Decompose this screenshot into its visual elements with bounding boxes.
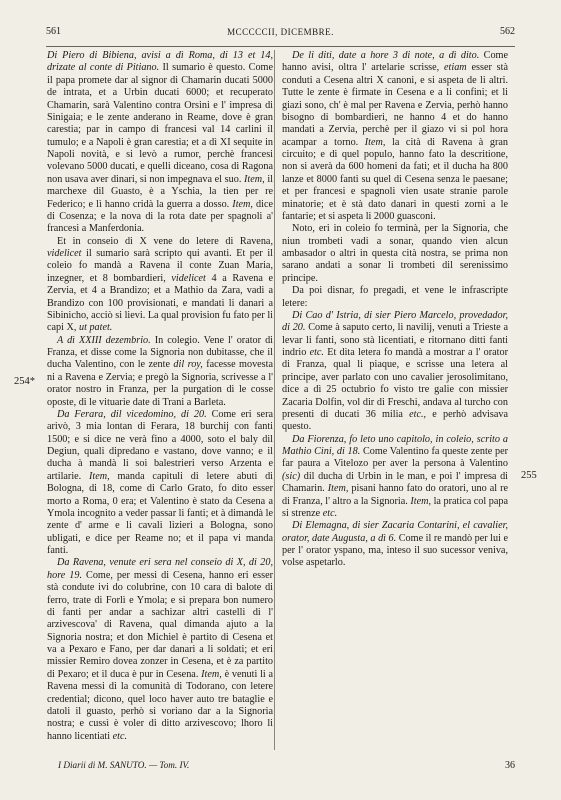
text-run: e perhò advisava questo. [282, 408, 508, 433]
italic-run: etiam [444, 62, 472, 74]
italic-run: Item, [201, 668, 225, 680]
italic-run: Di Piero di Bibiena, avisi a dì Roma, di 13 et 14, drizate al conte di Pitiano. [47, 50, 273, 74]
text-run: pisani hanno fato do oratori, uno al re di Franza, l' altro a la Signoria. [282, 483, 508, 507]
text-run: esser stà conduti a Cesena altri X canoni, e si aspeta de li altri. Tutte le zente è firmate in Cesena e a li confini; et li giazi sono, ch' è mal per Ravena e Zervia, perhò hanno bisogno di bombardieri, ne hanno 4 et do hanno mandati a Zervia, perchè per il giazo vi si pol hora acampar a torno. [282, 62, 509, 148]
left-page-number: 561 [46, 26, 61, 37]
text-run: Come eri sera arivò, 3 mia lontan di Ferara, 18 burchij con fanti 1500; e si dice ne verà fino a 4000, soto el baly dil Degiun, quali dipredano e vastano, dove vanno; e il ducha à mandà li soi balestrieri verso Arzenta e artilarie. [47, 408, 273, 482]
paragraph [282, 50, 508, 223]
italic-run: videlicet [47, 248, 87, 259]
text-run: facesse movesta ni a Ravena e Zervia; e pregò la Signoria, scrivesse a l' orator nostro in Franza, per la purgation di le cosse oposte, di le vituarie date di Trani a Barleta. [47, 359, 274, 408]
italic-run: etc. [112, 730, 128, 742]
paragraph [47, 409, 273, 558]
italic-run: dil roy, [173, 359, 207, 371]
text-run: Da poi disnar, fo pregadi, et vene le infrascripte letere: [282, 285, 508, 309]
header-title: MCCCCCII, DICEMBRE. [227, 27, 334, 37]
running-header [46, 26, 515, 42]
paragraph [47, 335, 273, 409]
italic-run: Item, [89, 470, 118, 482]
italic-run: etc., [409, 408, 433, 420]
text-run: 4 a Ravena e Zervia, et 4 a Brandizo; et a Mathio da Zara, vadi a Brandizo con 100 provisionati, e mandati li danari a Sibinicho, acciò si lievi. La qual provision fu fato per li capi X, [47, 272, 273, 334]
paragraph [282, 285, 508, 310]
text-run: Come à saputo certo, li navilij, venuti a Trieste a levar li fanti, sono stà licentiati, e ritornano ditti fanti indrio [282, 322, 508, 358]
text-run: il sumario sarà scripto qui avanti. Et per il coleio fo mandà a Ravena il conte Zuan Maria, inzegner, et 8 bombardieri, [47, 248, 273, 284]
italic-run: Da Ferara, dil vicedomino, di 20. [57, 408, 212, 420]
italic-run: Item, [232, 198, 257, 210]
text-run: Noto, eri in coleio fo terminà, per la Signoria, che niun trombeti vadi a sonar, quando vien alcun ambasador o altri in questa cità nostra, se prima non sarano andati a sonar li trombeti dil serenissimo principe. [282, 223, 508, 284]
right-column [282, 50, 508, 570]
paragraph [47, 236, 273, 335]
italic-run: De li diti, date a hore 3 di note, a dì dito. [292, 50, 484, 61]
text-run: Come hanno avisi, oltra l' artelarie scrisse, [282, 50, 508, 74]
text-run: la cità di Ravena à gran circuito; e di quel populo, hanno fato la descritione, non si averà da 600 homeni da fati; et il ducha ha 800 lanze et 8000 fanti su quel di Cesena senza le paesane; et per francesi e spagnoli vien usate stranie parole minatorie; et è stà dato danari in questi zorni a le fantarie; et si aspeta li 2000 guasconi. [282, 136, 508, 222]
margin-reference-right: 255 [521, 470, 537, 481]
text-run: Come Valentino fa queste zente per far paura a Vitelozo per aver la persona à Valentino [282, 446, 508, 470]
page-footer [58, 760, 515, 770]
margin-reference-left: 254* [14, 376, 35, 387]
italic-run: Item, [410, 495, 434, 507]
text-run: Et in conseio di X vene do letere di Ravena, [57, 235, 273, 247]
text-run: Come il re mandò per lui e per l' orator yspano, ma, inteso il suo sucessor veniva, volse aspetarlo. [282, 532, 508, 569]
text-run: è venuti li a Ravena messi di la comunità di Todorano, con letere credential; dicono, quel loco haver auto tre bataglie e datoli il guasto, perhò si voriano dar a la Signoria nostra; e cussì è voler di ditto arzivescovo; lhoro li hanno licentiati [47, 668, 274, 742]
italic-run: Di Elemagna, di sier Zacaria Contarini, el cavalier, orator, date Augusta, a dì 6. [282, 520, 508, 544]
italic-run: videlicet [171, 272, 212, 284]
paragraph [282, 520, 508, 570]
text-run: la pratica col papa si strenze [282, 495, 509, 519]
italic-run: Item, [364, 136, 392, 148]
left-column [47, 50, 273, 743]
italic-run: etc. [322, 507, 338, 519]
text-run: manda capituli di letere abuti di Bologna, di 18, come di Carlo Grato, fo dito esser morto a Roma, 0 era; et Valentino è stato da Cesena a Ymola incognito a veder passar li fanti; et à dimandà le zente d' arme e li cavali lizieri a Bologna, sono ubligati, e dice per Reame no; et il papa vi manda fanti. [47, 470, 273, 556]
header-rule [46, 46, 515, 47]
paragraph [282, 434, 508, 521]
italic-run: ut patet. [78, 322, 113, 334]
paragraph [282, 223, 508, 285]
text-run: dil ducha di Urbin in le man, e poi l' impresa di Chamarin. [282, 470, 508, 495]
footer-signature: I Diarii di M. SANUTO. — Tom. IV. [58, 760, 190, 770]
italic-run: Di Cao d' Istria, di sier Piero Marcelo, provedador, di 20. [282, 309, 508, 334]
italic-run: Item, [244, 173, 268, 185]
paragraph [282, 310, 508, 434]
column-divider [274, 50, 275, 750]
text-run: dice di Cosenza; e la nova di la rota date per spagnoli a' francesi a Manferdonia. [47, 198, 273, 235]
paragraph [47, 557, 273, 743]
text-run: In colegio. Vene l' orator di Franza, et disse come la Signoria non dubitasse, che il ducha Valentino, con le zente [47, 334, 273, 371]
italic-run: Da Fiorenza, fo leto uno capitolo, in coleio, scrito a Mathio Cini, di 18. [282, 433, 508, 457]
signature-number: 36 [505, 760, 515, 771]
italic-run: A dì XXIII dezembrio. [57, 334, 155, 346]
italic-run: etc. [309, 347, 328, 358]
italic-run: (sic) [282, 470, 304, 482]
text-run: Et dita letera fo mandà a mostrar a l' orator di Franza, qual li piaque, e scrisse una letera al principe, aver parlato con uno cavalier jerosolimitano, dice a dì 25 octubrio fo visto tre galie con missier Zacaria Dolfin, vol dir di Freschi, andava al turcho con presenti di ducati 36 milia [282, 347, 508, 420]
text-run: Come, per messi di Cesena, hanno eri esser stà condute ivi do colubrine, con 10 cara di balote di ferro, trate di Forlì e Ymola; e si prepara bon numero di fanti per andar a sachizar altri castelli di l' arzivescova' di Ravena, qual dimanda ajuto a la Signoria nostra; et don Michiel è partito di Cesena et va a Pexaro e Fano, per dar danari a li soldati; et eri missier Remiro dovea zonzer in Cesena, et è za partito di Pexaro; et il duca è pur in Cesena. [47, 569, 273, 680]
italic-run: Item, [327, 483, 352, 495]
text-run: Il sumario è questo. Come il papa promete dar al signor di Chamarin ducati 5000 de intrata, et a Urbin ducati 6000; et recuperato Chamarin, sarà Valentino contra Orsini e l' impresa di Sinigaia; e le zente anderano in Reame, dove è gran carestia; par in campo di francesi val 14 carlini il tumulo; e a Napoli è gran carestia; et a dì XI sequite in Napoli novità, e si levò a rumor, perchè francesi volevano 5000 ducati, e quelli diceano, cosa di Ragona non usava aver dinari, si non impegnava el suo. [47, 62, 273, 185]
text-run: il marchexe dil Guasto, è a Yschia, la tien per re Federico; e lì hanno cridà la guerra a dosso. [47, 173, 274, 210]
right-page-number: 562 [500, 26, 515, 37]
italic-run: Da Ravena, venute eri sera nel conseio di X, di 20, hore 19. [47, 557, 273, 581]
paragraph [47, 50, 273, 236]
